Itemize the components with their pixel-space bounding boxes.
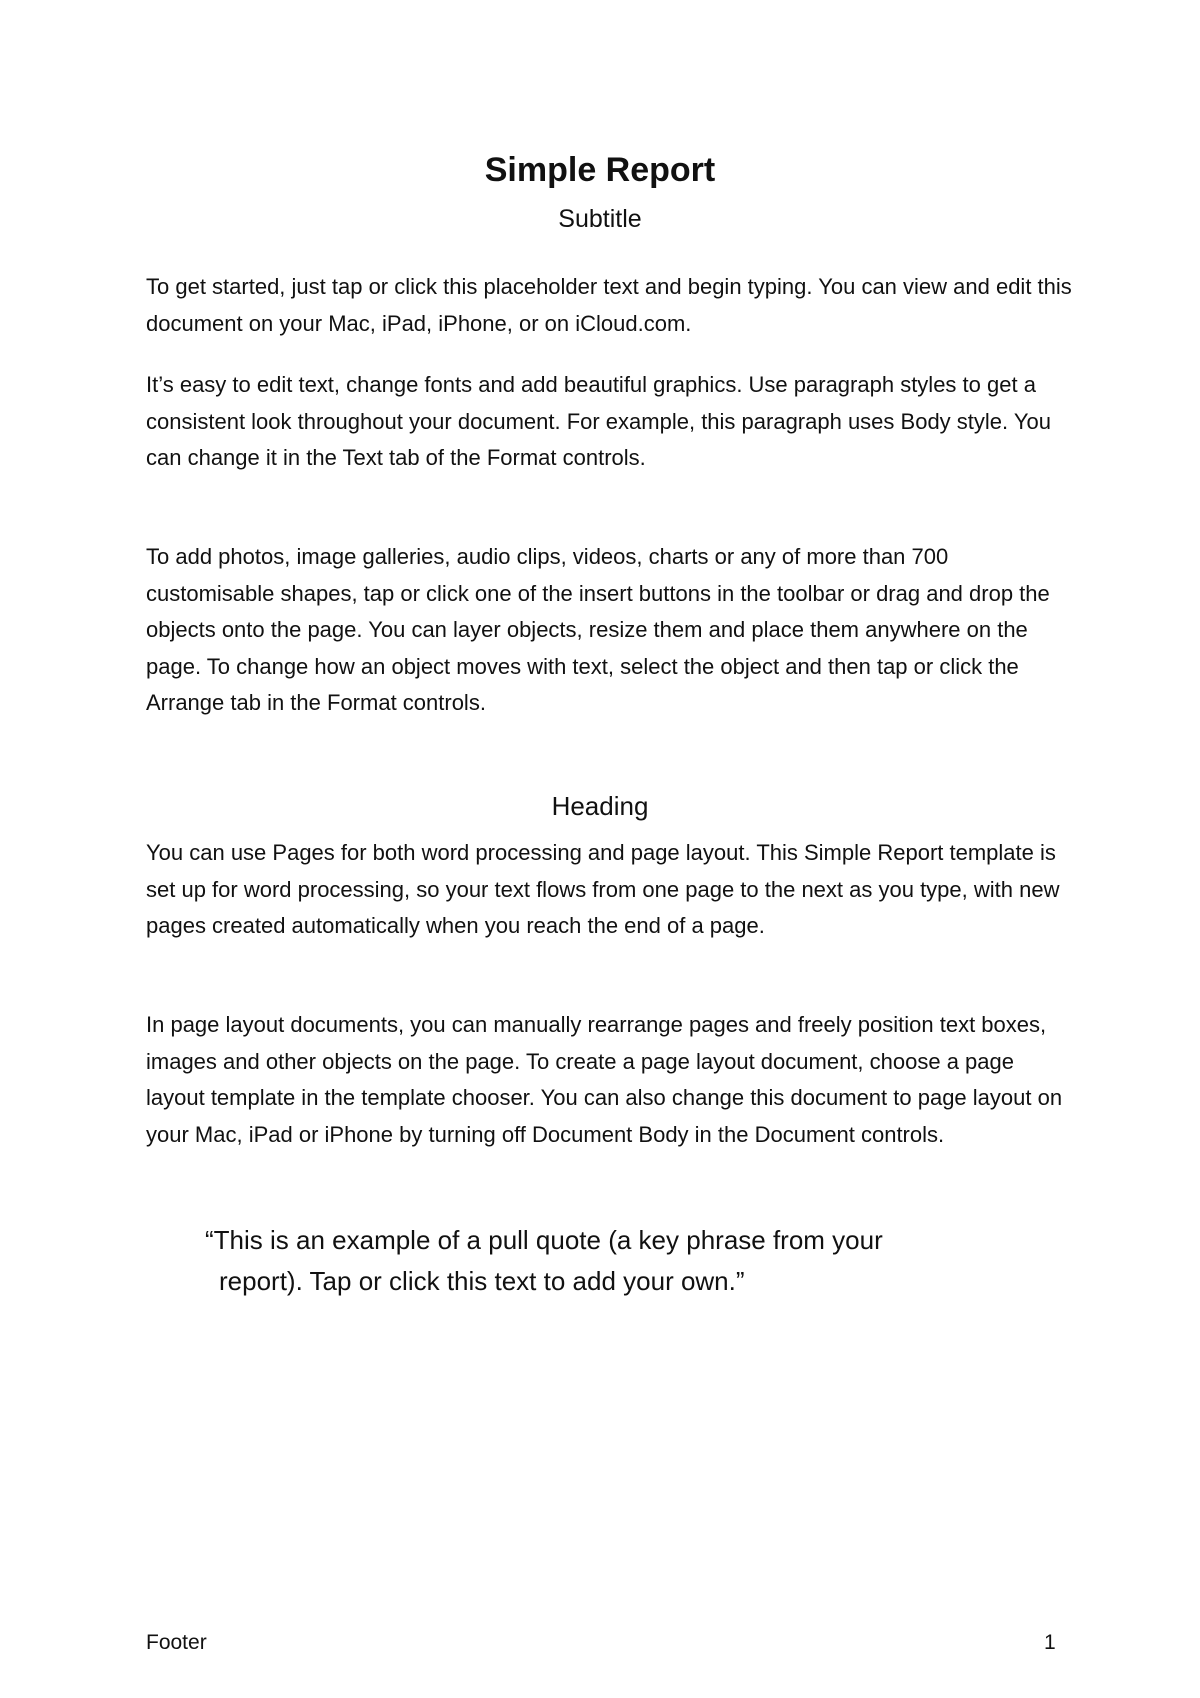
body-paragraph-page-layout[interactable]: In page layout documents, you can manually rearrange pages and freely position text boxes, images and other objects on the page. To create a page layout document, choose a page layout template in the template chooser. You can also change this document to page layout on your Mac, iPad or iPhone by turning off Document Body in the Document controls. [146, 1012, 1063, 1147]
document-title[interactable]: Simple Report [484, 151, 716, 189]
body-paragraph-intro[interactable]: To get started, just tap or click this placeholder text and begin typing. You can view and edit this document on your Mac, iPad, iPhone, or on iCloud.com. [146, 274, 1072, 336]
body-paragraph-word-processing[interactable]: You can use Pages for both word processing and page layout. This Simple Report template is set up for word processing, so your text flows from one page to the next as you type, with new pages created automatically when you reach the end of a page. [146, 840, 1060, 938]
body-paragraph-media[interactable]: To add photos, image galleries, audio clips, videos, charts or any of more than 700 customisable shapes, tap or click one of the insert buttons in the toolbar or drag and drop the objects onto the page. You can layer objects, resize them and place them anywhere on the page. To change how an object moves with text, select the object and then tap or click the Arrange tab in the Format controls. [146, 544, 1050, 715]
footer-text[interactable]: Footer [146, 1631, 207, 1654]
pull-quote-line-2: report). Tap or click this text to add your own.” [219, 1266, 745, 1296]
document-subtitle[interactable]: Subtitle [558, 205, 642, 233]
section-heading[interactable]: Heading [551, 791, 649, 821]
pull-quote[interactable] [205, 1220, 1045, 1302]
body-paragraph-styles[interactable]: It’s easy to edit text, change fonts and add beautiful graphics. Use paragraph styles to get a consistent look throughout your document. For example, this paragraph uses Body style. You can change it in the Text tab of the Format controls. [146, 372, 1051, 470]
pull-quote-line-1: “This is an example of a pull quote (a key phrase from your [205, 1225, 883, 1255]
page-number: 1 [1044, 1631, 1056, 1654]
